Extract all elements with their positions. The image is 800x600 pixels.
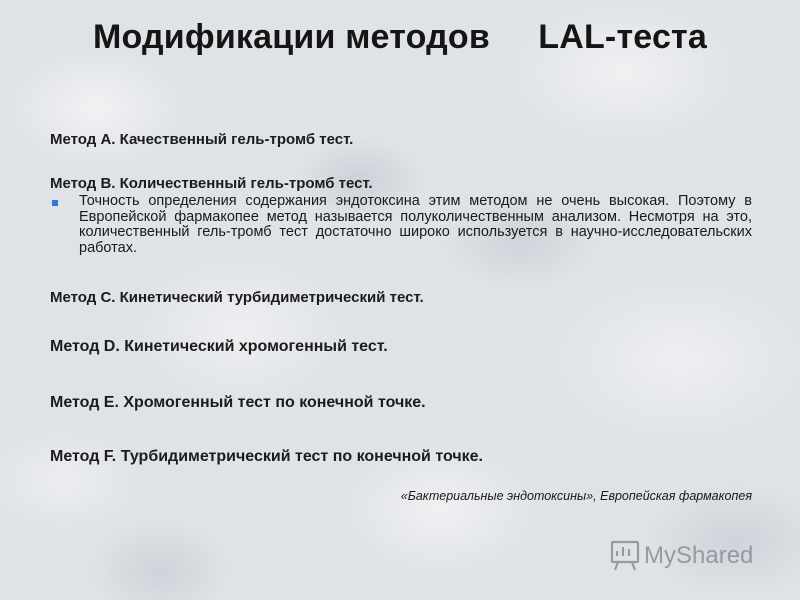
method-b-heading: Метод B. Количественный гель-тромб тест.: [50, 175, 373, 192]
slide-title: Модификации методов LAL-теста: [92, 18, 708, 56]
source-citation: «Бактериальные эндотоксины», Европейская фармакопея: [400, 489, 752, 503]
square-bullet-icon: [52, 200, 58, 206]
watermark-text: MyShared: [644, 542, 754, 569]
method-e-heading: Метод E. Хромогенный тест по конечной точке.: [50, 394, 426, 411]
method-a-heading: Метод A. Качественный гель-тромб тест.: [50, 131, 354, 148]
method-b-description: Точность определения содержания эндотоксина этим методом не очень высокая. Поэтому в Европейской фармакопее метод называется полуколичественным анализом. Несмотря на это, количественный гель-тромб тест достаточно широко используется в научно-исследовательских работах.: [79, 193, 752, 256]
method-c-heading: Метод C. Кинетический турбидиметрический тест.: [50, 289, 424, 306]
method-f-heading: Метод F. Турбидиметрический тест по конечной точке.: [50, 448, 483, 465]
myshared-watermark: [608, 537, 768, 573]
presentation-board-icon: [612, 542, 638, 570]
method-d-heading: Метод D. Кинетический хромогенный тест.: [50, 338, 388, 355]
method-b-bullet: [50, 194, 752, 256]
